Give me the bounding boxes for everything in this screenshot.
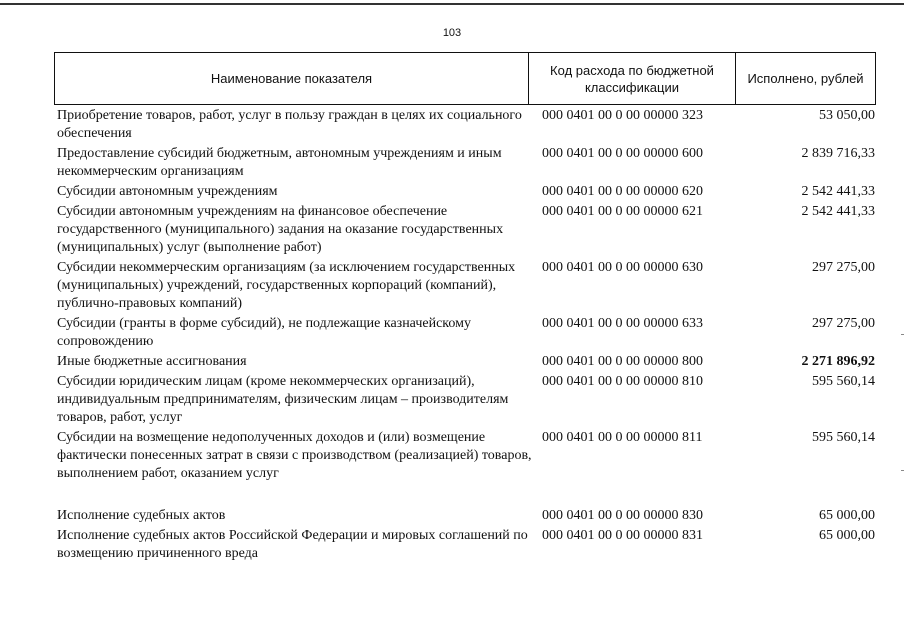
row-name: Иные бюджетные ассигнования	[57, 354, 247, 369]
row-name: Субсидии автономным учреждениям	[57, 184, 278, 199]
row-amount: 53 050,00	[819, 108, 875, 123]
row-spacer	[54, 485, 876, 507]
table-row	[54, 373, 876, 429]
row-code: 000 0401 00 0 00 00000 633	[542, 316, 703, 331]
table-row	[54, 353, 876, 373]
row-name: Приобретение товаров, работ, услуг в пользу граждан в целях их социального обеспечения	[57, 108, 522, 141]
row-code: 000 0401 00 0 00 00000 621	[542, 204, 703, 219]
row-code: 000 0401 00 0 00 00000 323	[542, 108, 703, 123]
row-amount: 2 271 896,92	[801, 354, 875, 369]
table-row	[54, 183, 876, 203]
row-code: 000 0401 00 0 00 00000 620	[542, 184, 703, 199]
table-row	[54, 259, 876, 315]
header-amount: Исполнено, рублей	[747, 71, 864, 86]
row-name: Исполнение судебных актов Российской Федерации и мировых соглашений по возмещению причиненного вреда	[57, 528, 528, 561]
row-code: 000 0401 00 0 00 00000 830	[542, 508, 703, 523]
table-row	[54, 527, 876, 565]
row-code: 000 0401 00 0 00 00000 831	[542, 528, 703, 543]
header-code: Код расхода по бюджетной классификации	[529, 53, 736, 104]
row-amount: 2 542 441,33	[801, 184, 875, 199]
row-name: Субсидии автономным учреждениям на финансовое обеспечение государственного (муниципального) задания на оказание государственных (муниципальных) услуг (выполнение работ)	[57, 204, 504, 255]
row-amount: 65 000,00	[819, 528, 875, 543]
row-amount: 297 275,00	[812, 260, 875, 275]
row-code: 000 0401 00 0 00 00000 811	[542, 430, 703, 445]
row-amount: 65 000,00	[819, 508, 875, 523]
row-name: Исполнение судебных актов	[57, 508, 226, 523]
top-border-line	[0, 3, 904, 5]
table-header	[54, 52, 876, 105]
page-number: 103	[442, 27, 462, 39]
table-row	[54, 145, 876, 183]
table-row	[54, 507, 876, 527]
row-name: Субсидии на возмещение недополученных доходов и (или) возмещение фактически понесенных затрат в связи с производством (реализацией) товаров, выполнением работ, оказанием услуг	[57, 430, 532, 481]
table-row	[54, 315, 876, 353]
row-code: 000 0401 00 0 00 00000 800	[542, 354, 703, 369]
row-name: Субсидии (гранты в форме субсидий), не подлежащие казначейскому сопровождению	[57, 316, 471, 349]
row-amount: 2 839 716,33	[801, 146, 875, 161]
table-row	[54, 203, 876, 259]
row-amount: 2 542 441,33	[801, 204, 875, 219]
table-row	[54, 429, 876, 485]
row-code: 000 0401 00 0 00 00000 600	[542, 146, 703, 161]
table-body	[54, 107, 876, 565]
row-amount: 297 275,00	[812, 316, 875, 331]
row-amount: 595 560,14	[812, 374, 875, 389]
row-name: Предоставление субсидий бюджетным, автономным учреждениям и иным некоммерческим организациям	[57, 146, 502, 179]
header-name: Наименование показателя	[55, 53, 529, 104]
table-row	[54, 107, 876, 145]
row-code: 000 0401 00 0 00 00000 810	[542, 374, 703, 389]
row-name: Субсидии некоммерческим организациям (за исключением государственных (муниципальных) учреждений, государственных корпораций (компаний), публично-правовых компаний)	[57, 260, 516, 311]
row-code: 000 0401 00 0 00 00000 630	[542, 260, 703, 275]
row-amount: 595 560,14	[812, 430, 875, 445]
row-name: Субсидии юридическим лицам (кроме некоммерческих организаций), индивидуальным предпринимателям, физическим лицам – производителям товаров, работ, услуг	[57, 374, 509, 425]
